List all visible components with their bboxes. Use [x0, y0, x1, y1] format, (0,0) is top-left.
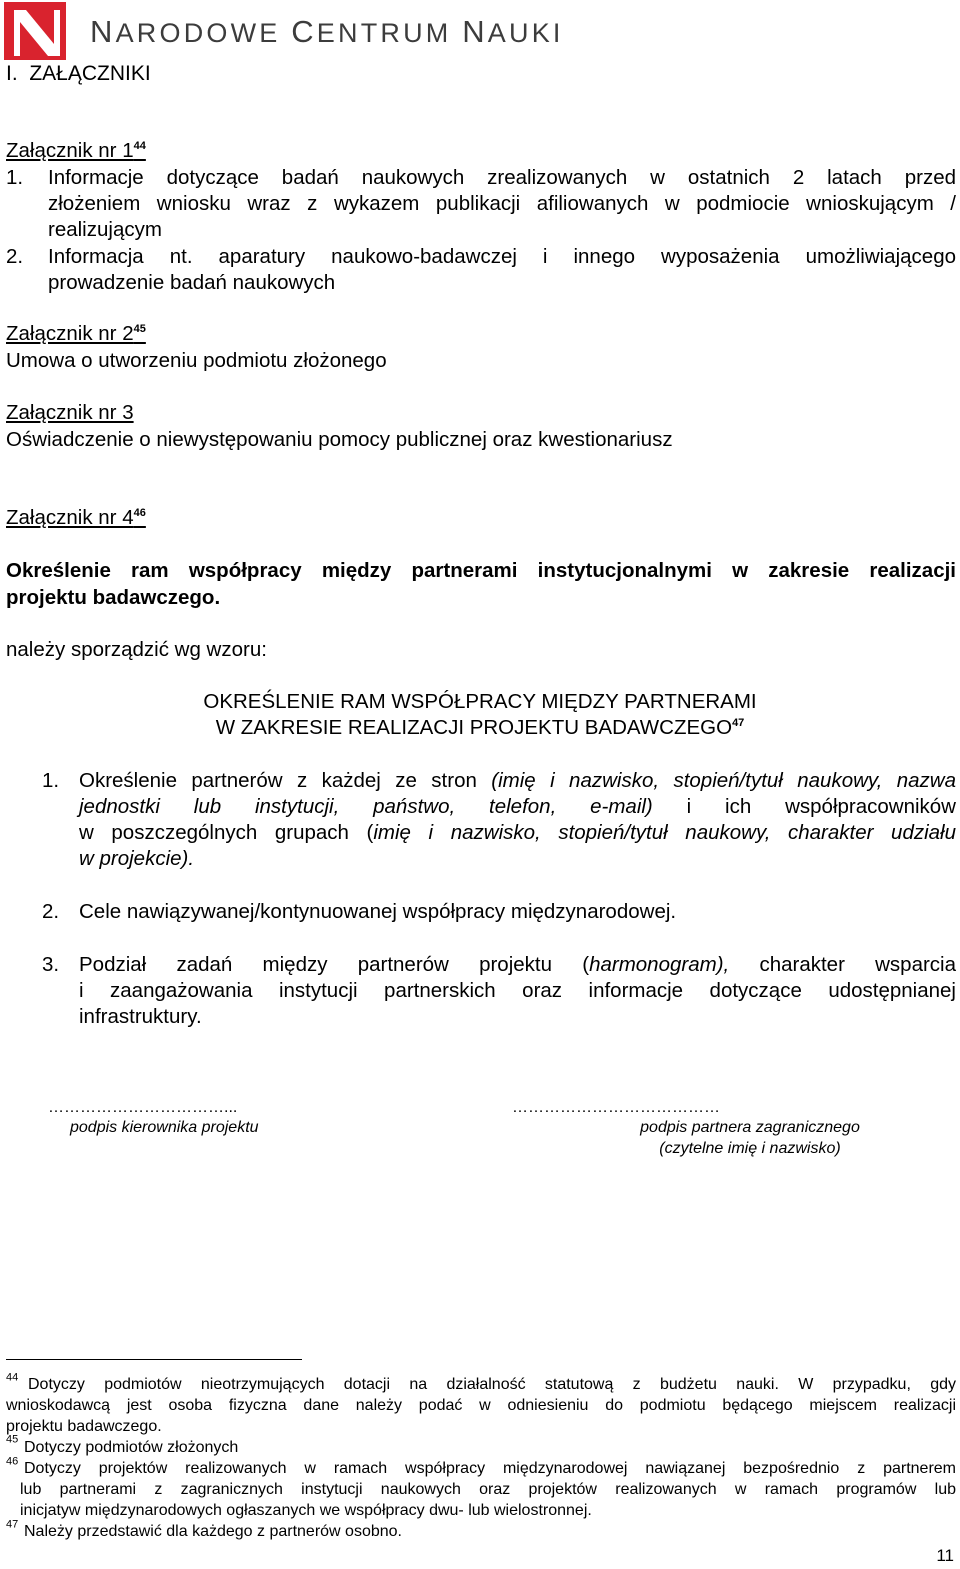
attachment-4-title: Załącznik nr $4^{46}$	[6, 506, 146, 529]
footnote-46-line-1: Dotyczy projektów realizowanych w ramach współpracy międzynarodowej nawiązanej bezpośrednio z partnerem	[24, 1460, 956, 1477]
item-2-line-2: prowadzenie badań naukowych	[48, 271, 336, 294]
footnote-46-number: 46	[6, 1455, 19, 1468]
footnote-separator	[6, 1359, 302, 1360]
attachment-3-title: Załącznik nr 3	[6, 401, 134, 424]
footnote-45-number: 45	[6, 1433, 19, 1446]
left-signature-dots: ……………………………...	[48, 1099, 238, 1116]
item-1-line-3: realizującym	[48, 218, 162, 241]
item-1-number: 1.	[6, 166, 24, 189]
form-title-line-2: W ZAKRESIE REALIZACJI PROJEKTU BADAWCZEGO$^{47}$	[215, 716, 745, 739]
pattern-intro: należy sporządzić wg wzoru:	[6, 638, 267, 661]
point-1-line-1: Określenie partnerów z każdej ze stron (imię i nazwisko, stopień/tytuł naukowy, nazwa	[79, 769, 956, 792]
point-3-line-3: infrastruktury.	[79, 1005, 202, 1028]
footnote-44-line-2: wnioskodawcą jest osoba fizyczna dane należy podać w odniesieniu do podmiotu będącego miejscem realizacji	[6, 1397, 956, 1414]
footnote-44-number: 44	[6, 1371, 19, 1384]
point-1-number: 1.	[42, 769, 60, 792]
footnote-47-number: 47	[6, 1518, 19, 1531]
attachment-4-bold-line-1: Określenie ram współpracy między partnerami instytucjonalnymi w zakresie realizacji	[6, 559, 956, 582]
right-signature-label: podpis partnera zagranicznego	[640, 1119, 860, 1136]
attachment-2-title: Załącznik nr $2^{45}$	[6, 322, 146, 345]
attachment-1-title: Załącznik nr $1^{44}$	[6, 139, 146, 162]
ncn-logo	[4, 2, 66, 60]
point-1-line-4: w projekcie).	[79, 847, 195, 870]
attachment-4-bold-line-2: projektu badawczego.	[6, 586, 221, 609]
point-2-text: Cele nawiązywanej/kontynuowanej współpracy międzynarodowej.	[79, 900, 677, 923]
right-signature-sublabel: (czytelne imię i nazwisko)	[659, 1140, 841, 1157]
item-2-line-1: Informacja nt. aparatury naukowo-badawczej i innego wyposażenia umożliwiającego	[48, 245, 956, 268]
footnote-47-text: Należy przedstawić dla każdego z partnerów osobno.	[24, 1523, 402, 1540]
point-3-number: 3.	[42, 953, 60, 976]
footnote-46-line-2: lub partnerami z zagranicznych instytucji naukowych oraz projektów realizowanych w ramach programów lub	[20, 1481, 956, 1498]
form-title-line-1: OKREŚLENIE RAM WSPÓŁPRACY MIĘDZY PARTNERAMI	[203, 690, 757, 713]
item-1-line-2: złożeniem wniosku wraz z wykazem publikacji afiliowanych w podmiocie wnioskującym /	[48, 192, 956, 215]
page-number: 11	[936, 1546, 954, 1565]
footnote-45-text: Dotyczy podmiotów złożonych	[24, 1439, 239, 1456]
footnote-46-line-3: inicjatyw międzynarodowych ogłaszanych we współpracy dwu- lub wielostronnej.	[20, 1502, 592, 1519]
section-heading: I. ZAŁĄCZNIKI	[6, 62, 151, 85]
point-3-line-2: i zaangażowania instytucji partnerskich oraz informacje dotyczące udostępnianej	[79, 979, 956, 1002]
organization-name: NARODOWE CENTRUM NAUKI	[90, 14, 564, 49]
right-signature-dots: …………………………………	[512, 1099, 720, 1116]
footnote-44-line-1: Dotyczy podmiotów nieotrzymujących dotacji na działalność statutową z budżetu nauki. W przypadku, gdy	[28, 1376, 956, 1393]
item-2-number: 2.	[6, 245, 24, 268]
left-signature-label: podpis kierownika projektu	[70, 1119, 259, 1136]
point-1-line-3: w poszczególnych grupach (imię i nazwisko, stopień/tytuł naukowy, charakter udziału	[79, 821, 956, 844]
item-1-line-1: Informacje dotyczące badań naukowych zrealizowanych w ostatnich 2 latach przed	[48, 166, 956, 189]
point-1-line-2: jednostki lub instytucji, państwo, telefon, e-mail) i ich współpracowników	[79, 795, 956, 818]
point-2-number: 2.	[42, 900, 60, 923]
attachment-3-description: Oświadczenie o niewystępowaniu pomocy publicznej oraz kwestionariusz	[6, 428, 673, 451]
footnote-44-line-3: projektu badawczego.	[6, 1418, 162, 1435]
attachment-2-description: Umowa o utworzeniu podmiotu złożonego	[6, 349, 387, 372]
point-3-line-1: Podział zadań między partnerów projektu (harmonogram), charakter wsparcia	[79, 953, 957, 976]
